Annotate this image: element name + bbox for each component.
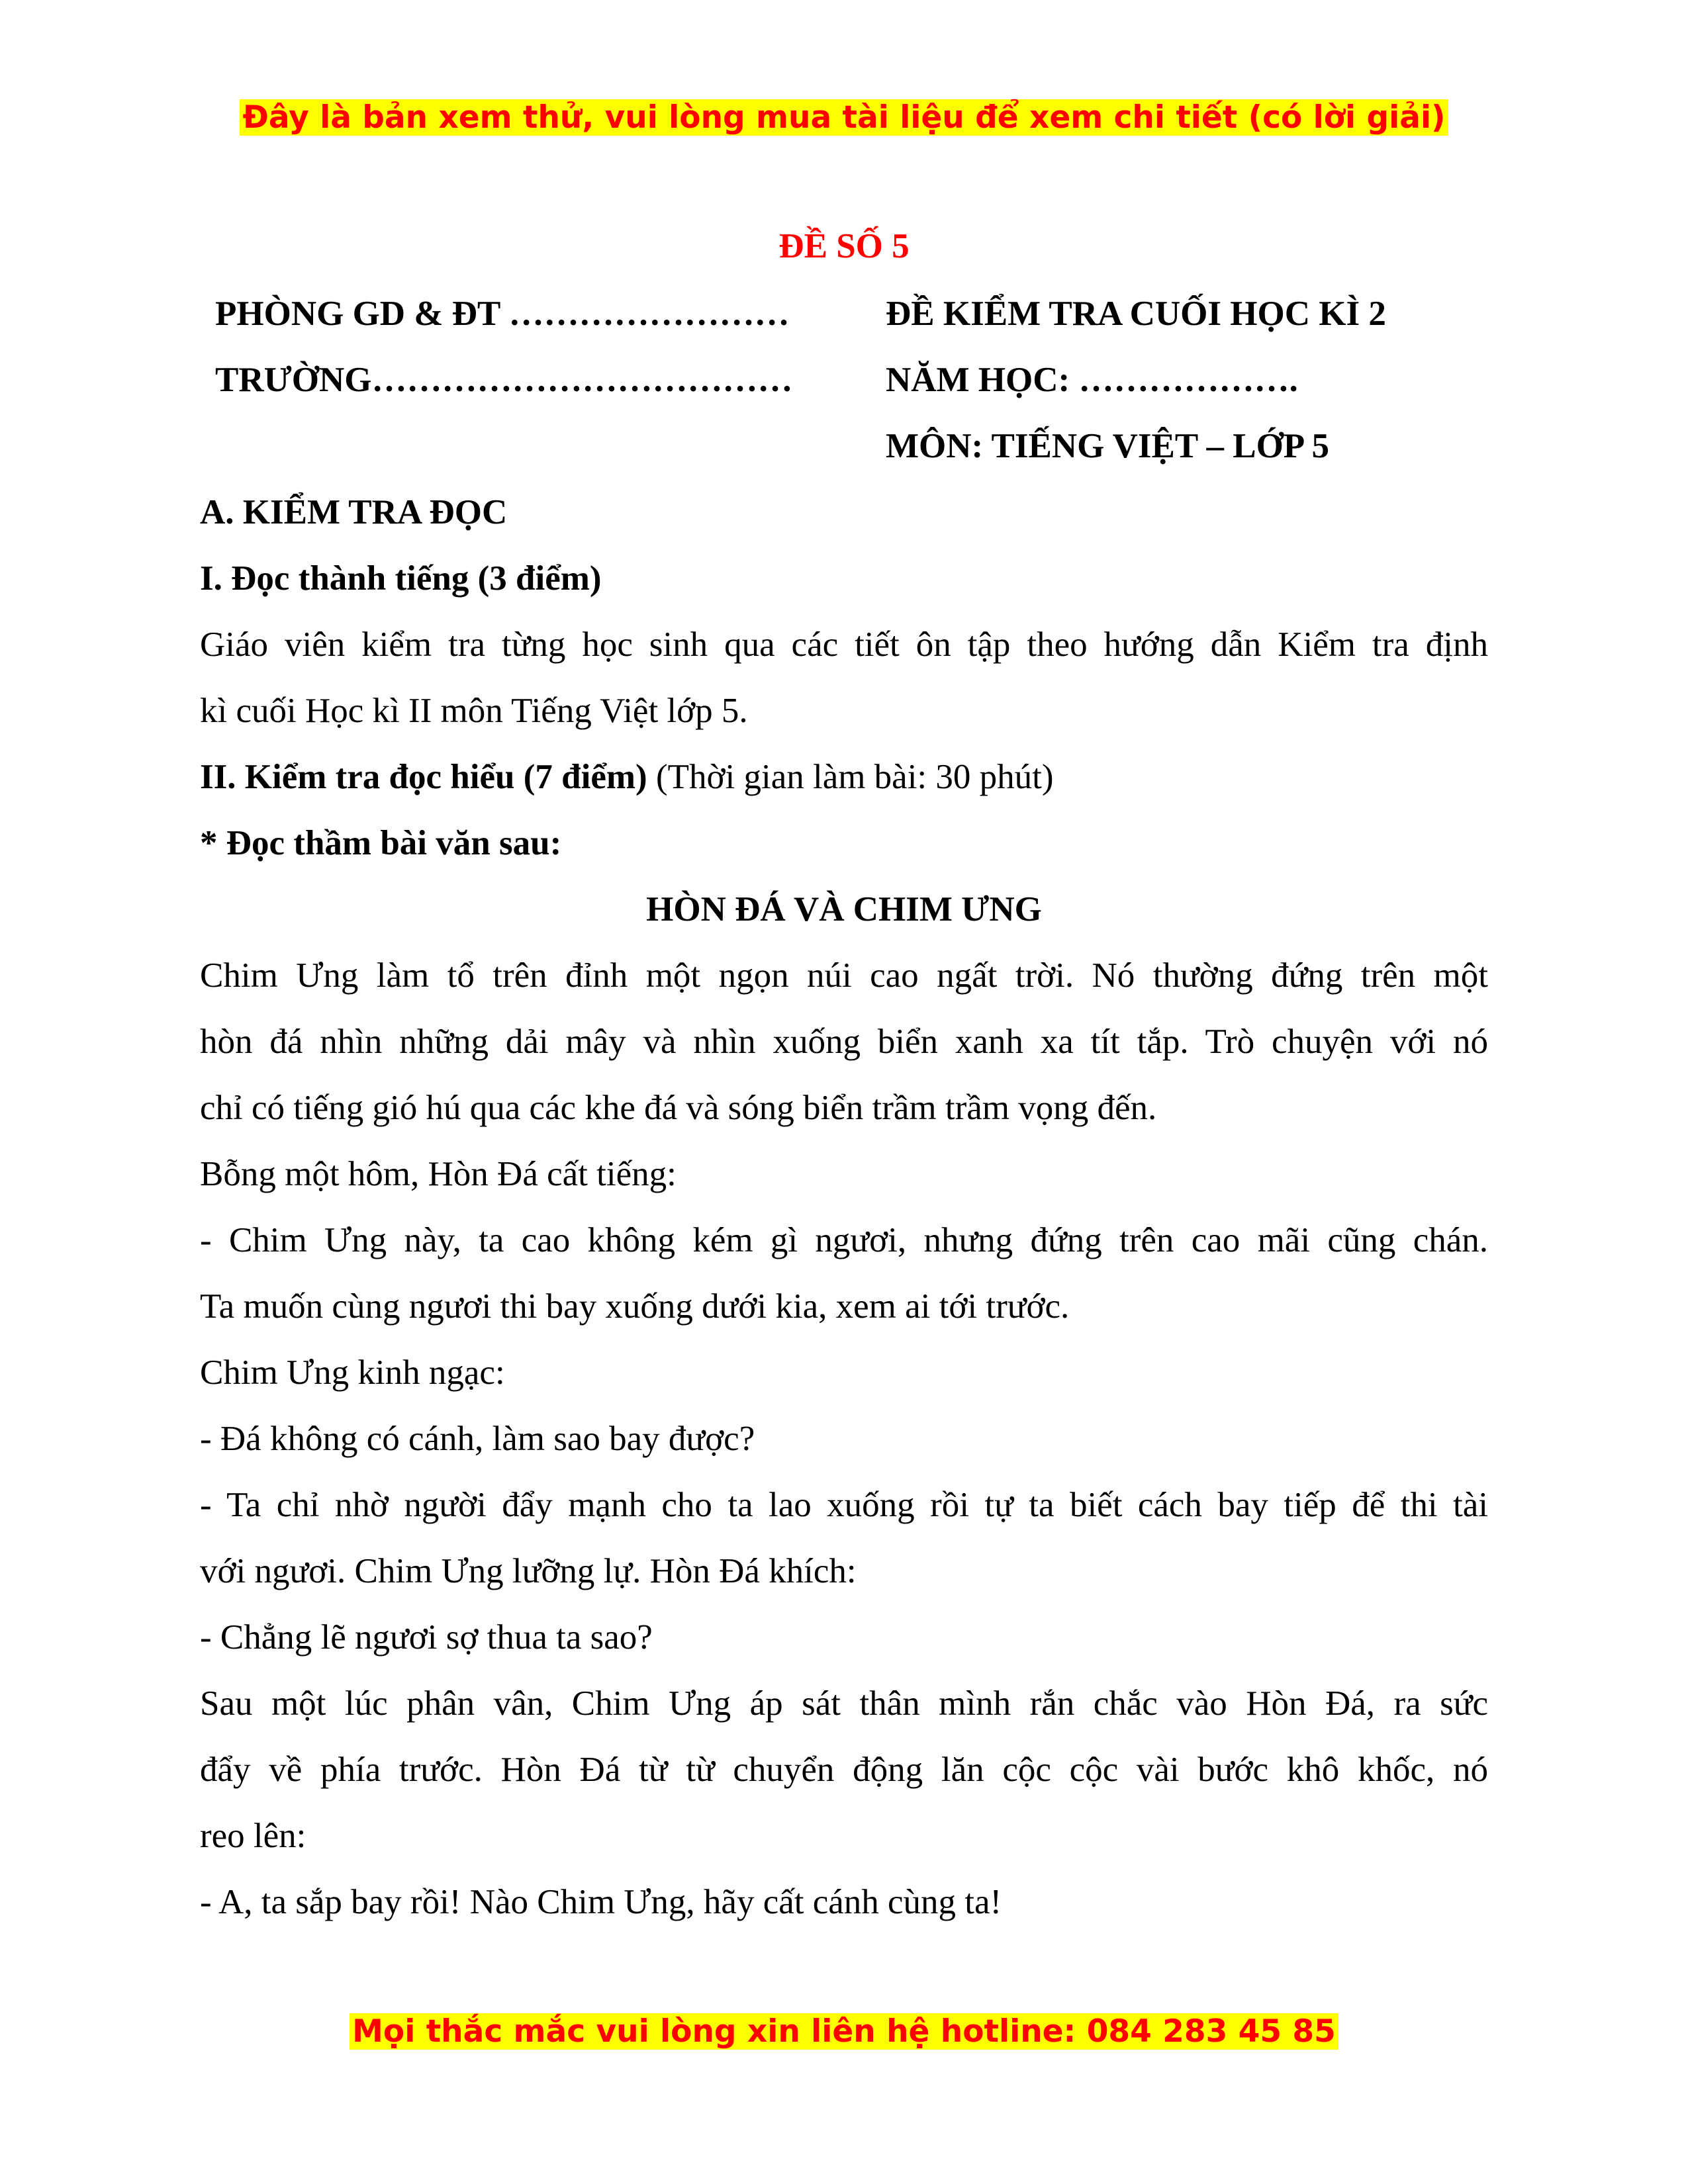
hotline-notice-text: Mọi thắc mắc vui lòng xin liên hệ hotline: 084 283 45 85 <box>350 2013 1338 2050</box>
story-line: Chim Ưng kinh ngạc: <box>200 1353 505 1392</box>
story-title: HÒN ĐÁ VÀ CHIM ƯNG <box>646 890 1042 929</box>
exam-number-title: ĐỀ SỐ 5 <box>778 227 910 265</box>
story-line: chỉ có tiếng gió hú qua các khe đá và sóng biển trầm trầm vọng đến. <box>200 1089 1157 1127</box>
header-school: TRƯỜNG……………………………… <box>215 361 793 399</box>
part2-heading <box>200 744 1054 810</box>
header-subject: MÔN: TIẾNG VIỆT – LỚP 5 <box>886 427 1330 465</box>
story-line: với ngươi. Chim Ưng lưỡng lự. Hòn Đá khích: <box>200 1552 857 1590</box>
part2-heading-bold: II. Kiểm tra đọc hiểu (7 điểm) <box>200 758 647 796</box>
part1-heading: I. Đọc thành tiếng (3 điểm) <box>200 559 602 598</box>
story-line: Bỗng một hôm, Hòn Đá cất tiếng: <box>200 1155 677 1193</box>
story-line: hòn đá nhìn những dải mây và nhìn xuống biển xanh xa tít tắp. Trò chuyện với nó <box>200 1023 1488 1061</box>
story-line: reo lên: <box>200 1817 306 1855</box>
story-line: - Đá không có cánh, làm sao bay được? <box>200 1420 755 1458</box>
story-line: - A, ta sắp bay rồi! Nào Chim Ưng, hãy cất cánh cùng ta! <box>200 1883 1002 1921</box>
story-line: - Chẳng lẽ ngươi sợ thua ta sao? <box>200 1618 653 1657</box>
header-exam-title: ĐỀ KIỂM TRA CUỐI HỌC KÌ 2 <box>886 295 1386 333</box>
header-school-year: NĂM HỌC: ………………. <box>886 361 1298 399</box>
preview-notice-banner <box>0 98 1688 138</box>
story-line: - Chim Ưng này, ta cao không kém gì ngươi, nhưng đứng trên cao mãi cũng chán. <box>200 1221 1488 1259</box>
part2-heading-time: (Thời gian làm bài: 30 phút) <box>647 758 1054 796</box>
hotline-notice-banner <box>0 2012 1688 2052</box>
story-line: đẩy về phía trước. Hòn Đá từ từ chuyển động lăn cộc cộc vài bước khô khốc, nó <box>200 1751 1488 1789</box>
header-department: PHÒNG GD & ĐT …………………… <box>215 295 790 333</box>
preview-notice-text: Đây là bản xem thử, vui lòng mua tài liệu để xem chi tiết (có lời giải) <box>240 99 1448 136</box>
reading-instruction: * Đọc thầm bài văn sau: <box>200 824 562 862</box>
part1-text-line2: kì cuối Học kì II môn Tiếng Việt lớp 5. <box>200 692 748 730</box>
story-line: Ta muốn cùng ngươi thi bay xuống dưới kia, xem ai tới trước. <box>200 1287 1070 1326</box>
story-line: - Ta chỉ nhờ người đẩy mạnh cho ta lao xuống rồi tự ta biết cách bay tiếp để thi tài <box>200 1486 1488 1524</box>
part1-text-line1: Giáo viên kiểm tra từng học sinh qua các tiết ôn tập theo hướng dẫn Kiểm tra định <box>200 625 1488 664</box>
story-line: Sau một lúc phân vân, Chim Ưng áp sát thân mình rắn chắc vào Hòn Đá, ra sức <box>200 1684 1488 1723</box>
story-line: Chim Ưng làm tổ trên đỉnh một ngọn núi cao ngất trời. Nó thường đứng trên một <box>200 956 1488 995</box>
section-a-heading: A. KIỂM TRA ĐỌC <box>200 493 508 531</box>
